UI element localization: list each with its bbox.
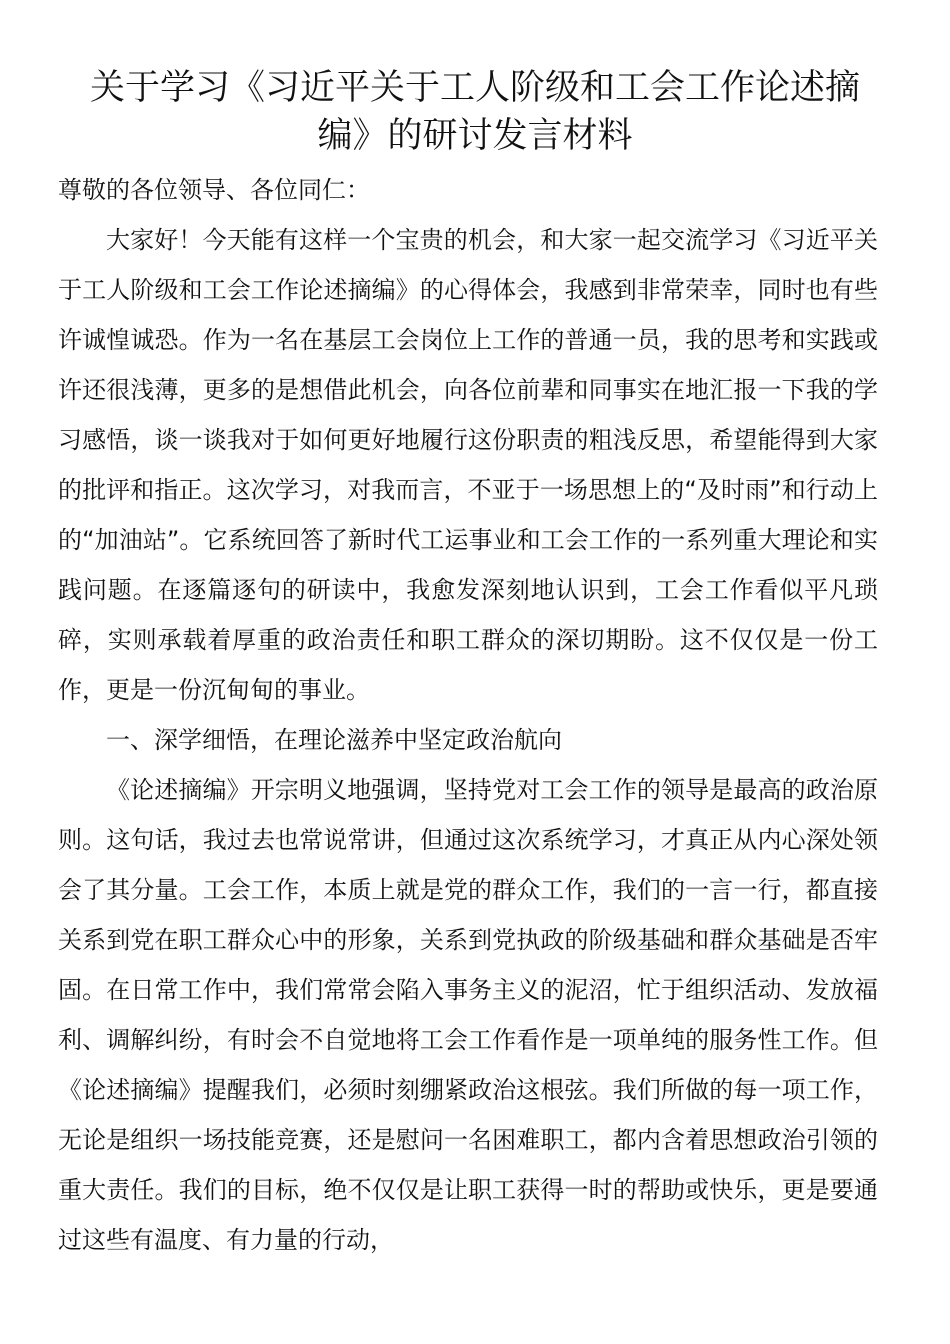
title-line-2: 编》的研讨发言材料 xyxy=(317,116,633,156)
document-body xyxy=(58,215,878,1265)
paragraph-section-1: 《论述摘编》开宗明义地强调，坚持党对工会工作的领导是最高的政治原则。这句话，我过去也常说常讲，但通过这次系统学习，才真正从内心深处领会了其分量。工会工作，本质上就是党的群众工作，我们的一言一行，都直接关系到党在职工群众心中的形象，关系到党执政的阶级基础和群众基础是否牢固。在日常工作中，我们常常会陷入事务主义的泥沼，忙于组织活动、发放福利、调解纠纷，有时会不自觉地将工会工作看作是一项单纯的服务性工作。但《论述摘编》提醒我们，必须时刻绷紧政治这根弦。我们所做的每一项工作，无论是组织一场技能竞赛，还是慰问一名困难职工，都内含着思想政治引领的重大责任。我们的目标，绝不仅仅是让职工获得一时的帮助或快乐，更是要通过这些有温度、有力量的行动， xyxy=(58,776,878,1254)
greeting: 尊敬的各位领导、各位同仁： xyxy=(58,176,370,204)
section-heading-1: 一、深学细悟，在理论滋养中坚定政治航向 xyxy=(106,726,562,754)
document-title xyxy=(60,64,890,160)
title-line-1: 关于学习《习近平关于工人阶级和工会工作论述摘 xyxy=(89,68,860,108)
paragraph-intro: 大家好！今天能有这样一个宝贵的机会，和大家一起交流学习《习近平关于工人阶级和工会工作论述摘编》的心得体会，我感到非常荣幸，同时也有些许诚惶诚恐。作为一名在基层工会岗位上工作的普通一员，我的思考和实践或许还很浅薄，更多的是想借此机会，向各位前辈和同事实在地汇报一下我的学习感悟，谈一谈我对于如何更好地履行这份职责的粗浅反思，希望能得到大家的批评和指正。这次学习，对我而言，不亚于一场思想上的“及时雨”和行动上的“加油站”。它系统回答了新时代工运事业和工会工作的一系列重大理论和实践问题。在逐篇逐句的研读中，我愈发深刻地认识到，工会工作看似平凡琐碎，实则承载着厚重的政治责任和职工群众的深切期盼。这不仅仅是一份工作，更是一份沉甸甸的事业。 xyxy=(58,226,878,704)
